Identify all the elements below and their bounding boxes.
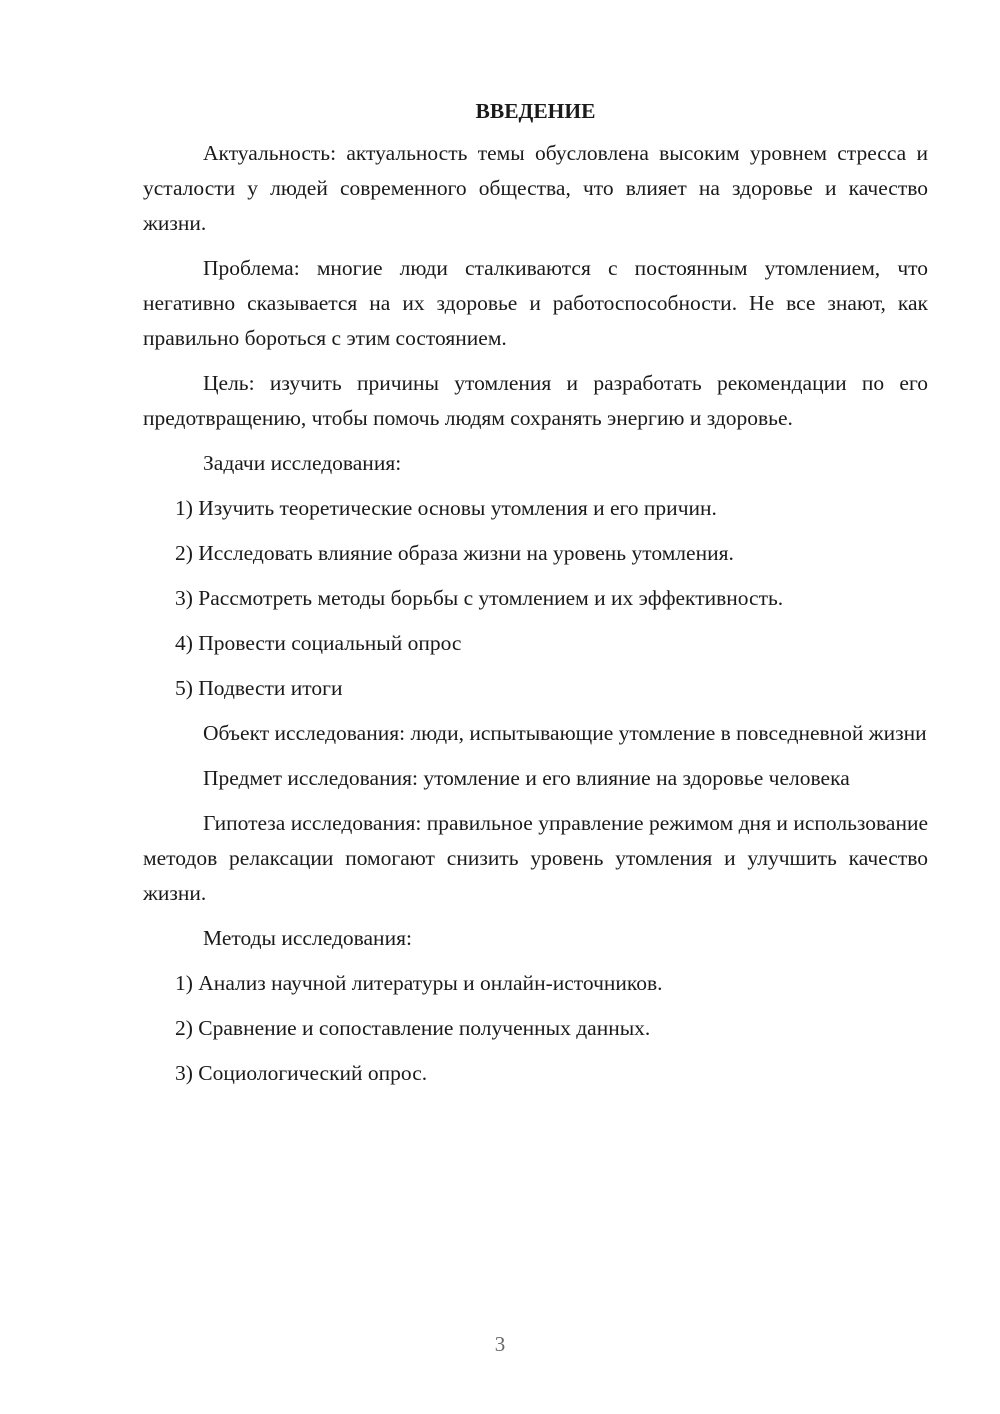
method-item: 3) Социологический опрос. [175, 1061, 428, 1085]
hypothesis-paragraph: Гипотеза исследования: правильное управление режимом дня и использование методов релаксации помогают снизить уровень утомления и улучшить качество жизни. [143, 811, 928, 905]
section-heading: ВВЕДЕНИЕ [475, 99, 596, 123]
page-number: 3 [494, 1332, 506, 1356]
page-content [143, 96, 928, 1101]
object-paragraph: Объект исследования: люди, испытывающие утомление в повседневной жизни [203, 721, 927, 745]
task-item: 2) Исследовать влияние образа жизни на уровень утомления. [175, 541, 734, 565]
method-item: 2) Сравнение и сопоставление полученных данных. [175, 1016, 651, 1040]
relevance-paragraph: Актуальность: актуальность темы обусловлена высоким уровнем стресса и усталости у людей современного общества, что влияет на здоровье и качество жизни. [143, 141, 928, 235]
task-item: 4) Провести социальный опрос [175, 631, 462, 655]
problem-paragraph: Проблема: многие люди сталкиваются с постоянным утомлением, что негативно сказывается на их здоровье и работоспособности. Не все знают, как правильно бороться с этим состоянием. [143, 256, 928, 350]
subject-paragraph: Предмет исследования: утомление и его влияние на здоровье человека [203, 766, 850, 790]
methods-list [143, 966, 928, 1091]
task-item: 5) Подвести итоги [175, 676, 343, 700]
task-item: 1) Изучить теоретические основы утомления и его причин. [175, 496, 717, 520]
task-item: 3) Рассмотреть методы борьбы с утомлением и их эффективность. [175, 586, 784, 610]
method-item: 1) Анализ научной литературы и онлайн-источников. [175, 971, 663, 995]
goal-paragraph: Цель: изучить причины утомления и разработать рекомендации по его предотвращению, чтобы помочь людям сохранять энергию и здоровье. [143, 371, 928, 430]
tasks-title: Задачи исследования: [203, 451, 402, 475]
tasks-list [143, 491, 928, 706]
methods-title: Методы исследования: [203, 926, 412, 950]
